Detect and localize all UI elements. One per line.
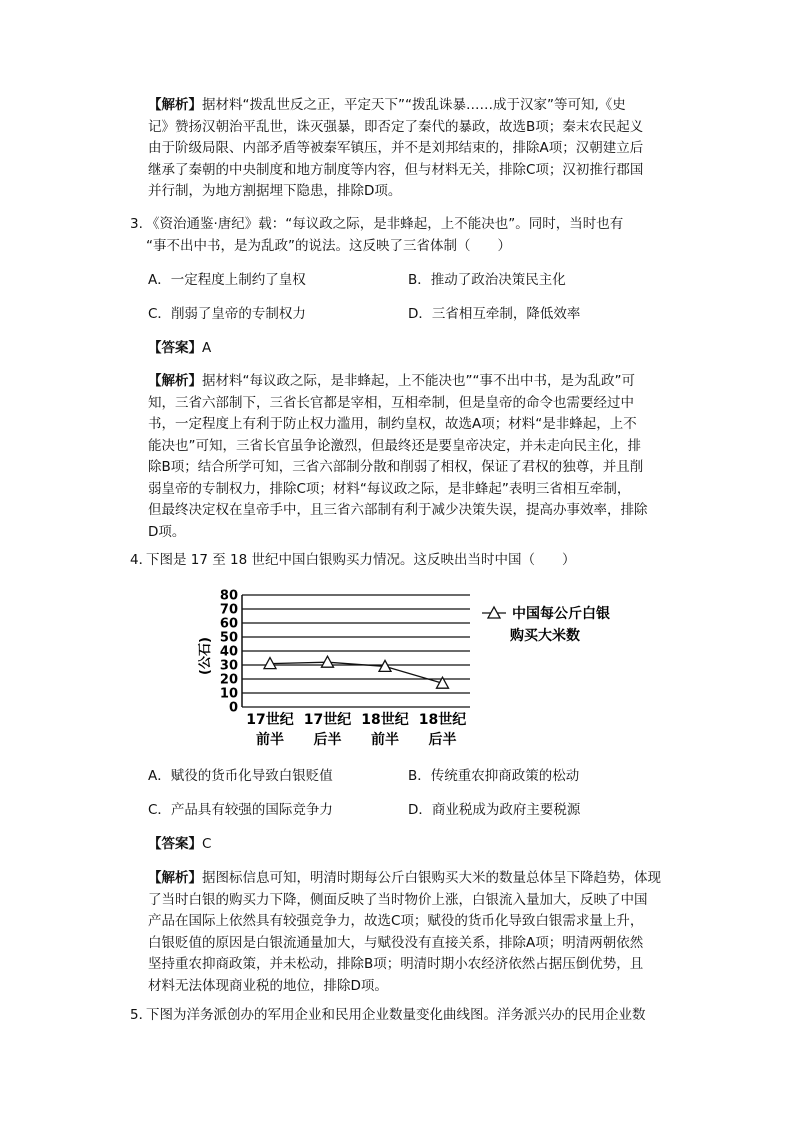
q4-option-d [408,799,580,821]
q4-explanation-line: 坚持重农抑商政策，并未松动，排除B项；明清时期小农经济依然占据压倒优势，且 [148,956,644,972]
q3-option-b [408,269,566,291]
q2-explanation [148,95,668,203]
y-axis-label: (公石) [198,637,213,675]
q3-number: 3. [130,216,143,232]
x-tick-label: 前半 [371,732,399,748]
q2-explanation-line: 由于阶级局限、内部矛盾等被秦军镇压，并不是刘邦结束的，排除A项；汉朝建立后 [148,140,644,156]
q3-explanation-line: 书，一定程度上有利于防止权力滥用，制约皇权，故选A项；材料“是非蜂起，上不 [148,416,637,432]
q4-option-letter: D． [408,802,432,818]
q4-explanation-line: 据图标信息可知，明清时期每公斤白银购买大米的数量总体呈下降趋势，体现 [202,870,661,886]
q3-stem-line: “事不出中书，是为乱政”的说法。这反映了三省体制（ ） [146,237,511,254]
q4-option-text: 商业税成为政府主要税源 [431,802,581,818]
silver-purchasing-power-chart [190,586,650,754]
q3-stem [146,214,676,257]
x-tick-label: 17世纪 [246,712,294,728]
q3-explanation-line: 知，三省六部制下，三省长官都是宰相，互相牵制，但是皇帝的命令也需要经过中 [148,394,634,411]
q3-answer [148,337,211,359]
q4-option-b [408,765,579,787]
q4-explanation-label: 【解析】 [148,870,202,886]
x-tick-label: 18世纪 [361,712,409,728]
q3-option-text: 一定程度上制约了皇权 [170,272,306,288]
q3-explanation-line: 能决也”可知，三省长官虽争论激烈，但最终还是要皇帝决定，并未走向民主化，排 [148,437,641,454]
q4-explanation [148,868,668,997]
q4-explanation-line: 白银贬值的原因是白银流通量加大，与赋役没有直接关系，排除A项；明清两朝依然 [148,934,644,951]
q2-explanation-line: 据材料“拨乱世反之正，平定天下”“拨乱诛暴……成于汉家”等可知,《史 [202,97,626,113]
q3-explanation-line: 弱皇帝的专制权力，排除C项；材料“每议政之际，是非蜂起”表明三省相互牵制， [148,480,631,497]
q4-option-letter: B． [408,768,431,784]
y-tick-label: 20 [219,672,238,688]
q3-explanation-label: 【解析】 [148,373,202,389]
q4-number: 4． [130,552,153,568]
q3-option-letter: B． [408,272,431,288]
q3-option-letter: D． [408,306,432,322]
y-tick-label: 30 [219,658,238,674]
q5-stem: 下图为洋务派创办的军用企业和民用企业数量变化曲线图。洋务派兴办的民用企业数 [146,1007,646,1023]
q3-stem-line: 《资治通鉴·唐纪》载：“每议政之际，是非蜂起，上不能决也”。同时，当时也有 [146,216,624,232]
x-tick-label: 后半 [428,732,457,748]
q4-option-text: 传统重农抑商政策的松动 [430,768,580,784]
q3-answer-value: A [202,340,212,356]
q4-option-letter: C． [148,802,171,818]
x-tick-label: 18世纪 [418,712,467,728]
x-tick-label: 后半 [313,732,342,748]
q3-option-c [148,303,306,325]
q4-option-text: 赋役的货币化导致白银贬值 [170,768,333,784]
q3-explanation-line: D项。 [148,523,186,540]
y-tick-label: 80 [219,588,238,604]
q3-option-letter: C． [148,306,171,322]
q3-option-text: 三省相互牵制，降低效率 [431,306,581,322]
q5-number: 5． [130,1007,153,1023]
q4-explanation-line: 材料无法体现商业税的地位，排除D项。 [148,977,388,994]
q3-option-text: 削弱了皇帝的专制权力 [170,306,306,322]
y-tick-label: 50 [219,630,238,646]
q3-answer-label: 【答案】 [148,340,202,356]
x-tick-label: 前半 [256,732,284,748]
q3-explanation-line: 但最终决定权在皇帝手中，且三省六部制有利于减少决策失误，提高办事效率，排除 [148,502,648,518]
q3-option-a [148,269,306,291]
q2-explanation-line: 继承了秦朝的中央制度和地方制度等内容，但与材料无关，排除C项；汉初推行郡国 [148,161,644,178]
q4-option-text: 产品具有较强的国际竞争力 [170,802,333,818]
q4-explanation-line: 了当时白银的购买力下降，侧面反映了当时物价上涨，白银流入量加大，反映了中国 [148,891,648,908]
q4-answer [148,833,211,855]
y-tick-label: 0 [228,700,238,716]
q3-option-letter: A． [148,272,171,288]
q3-option-d [408,303,580,325]
q3-explanation [148,371,668,543]
q2-explanation-line: 并行制，为地方割据埋下隐患，排除D项。 [148,183,402,199]
legend-label: 购买大米数 [510,628,580,644]
y-tick-label: 40 [219,644,238,660]
q4-answer-value: C [202,836,212,852]
q4-answer-label: 【答案】 [148,836,202,852]
q2-explanation-line: 记》赞扬汉朝治平乱世，诛灭强暴，即否定了秦代的暴政，故选B项；秦末农民起义 [148,118,644,135]
q4-option-a [148,765,333,787]
y-tick-label: 10 [219,686,238,702]
x-tick-label: 17世纪 [303,712,352,728]
q2-explanation-label: 【解析】 [148,97,202,113]
q4-option-letter: A． [148,768,171,784]
y-tick-label: 60 [219,616,238,632]
y-tick-label: 70 [219,602,238,618]
q4-stem: 下图是 17 至 18 世纪中国白银购买力情况。这反映出当时中国（ ） [146,552,576,568]
q3-option-text: 推动了政治决策民主化 [430,272,566,288]
legend-label: 中国每公斤白银 [512,606,610,622]
q4-explanation-line: 产品在国际上依然具有较强竞争力，故选C项；赋役的货币化导致白银需求量上升， [148,913,644,929]
q4-option-c [148,799,333,821]
q3-explanation-line: 除B项；结合所学可知，三省六部制分散和削弱了相权，保证了君权的独尊，并且削 [148,459,644,475]
q3-explanation-line: 据材料“每议政之际，是非蜂起，上不能决也”“事不出中书，是为乱政”可 [202,373,635,389]
